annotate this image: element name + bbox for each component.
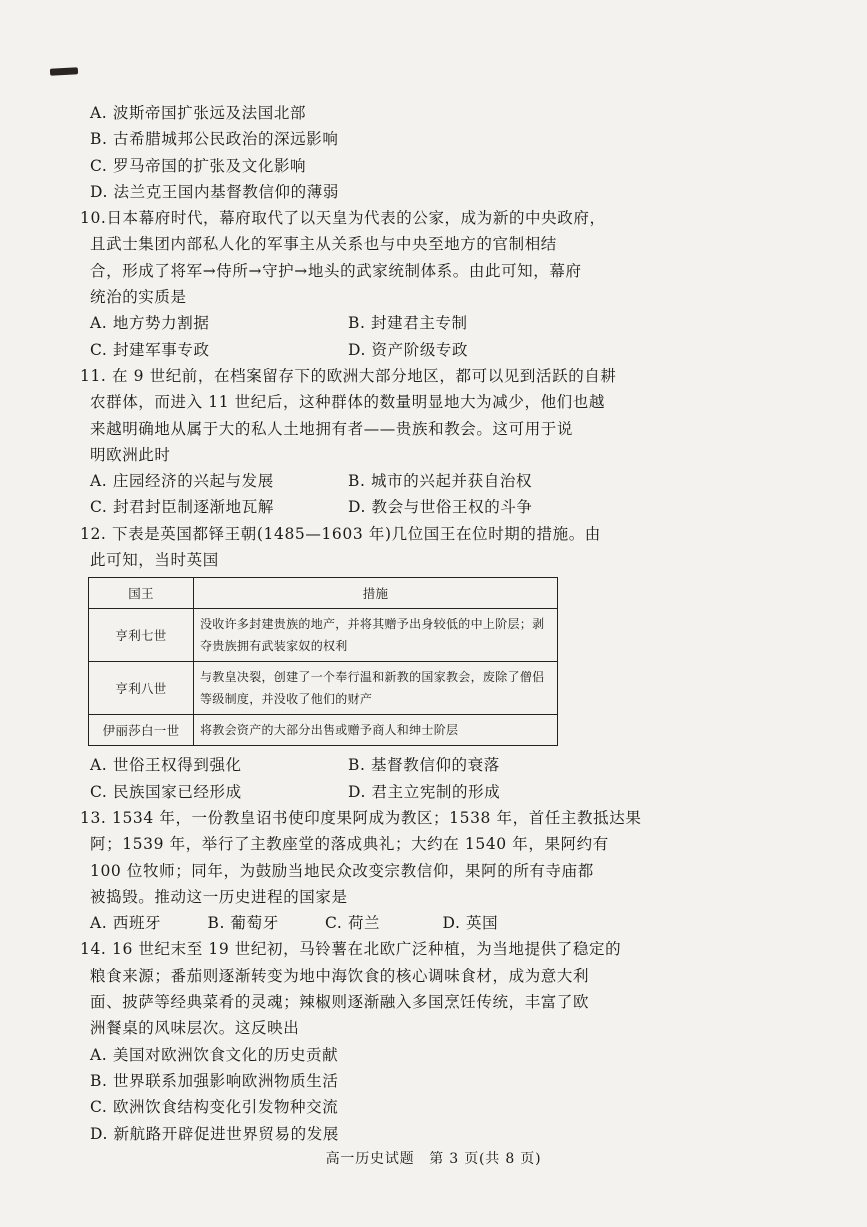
table-header-king: 国王: [89, 578, 194, 609]
measure-line: 没收许多封建贵族的地产，并将其赠予出身较低的中上阶层；剥: [200, 617, 545, 632]
table-cell-measure: [194, 715, 558, 746]
q12-option-a: A. 世俗王权得到强化: [90, 756, 242, 775]
q11-option-c: C. 封君封臣制逐渐地瓦解: [90, 498, 274, 517]
q11-stem-line: 农群体，而进入 11 世纪后，这种群体的数量明显地大为减少，他们也越: [90, 393, 605, 412]
q11-option-a: A. 庄园经济的兴起与发展: [90, 472, 274, 491]
question-content: [80, 100, 642, 1147]
q11-option-d: D. 教会与世俗王权的斗争: [348, 498, 533, 517]
q13-stem-line: 100 位牧师；同年，为鼓励当地民众改变宗教信仰，果阿的所有寺庙都: [90, 861, 594, 880]
q14-stem-line: 洲餐桌的风味层次。这反映出: [90, 1019, 300, 1038]
q11-stem-line: 11. 在 9 世纪前，在档案留存下的欧洲大部分地区，都可以见到活跃的自耕: [80, 366, 617, 385]
table-header-row: [89, 578, 558, 609]
q12-option-d: D. 君主立宪制的形成: [348, 782, 501, 801]
q14-option-b: B. 世界联系加强影响欧洲物质生活: [90, 1071, 339, 1090]
q14-option-c: C. 欧洲饮食结构变化引发物种交流: [90, 1098, 339, 1117]
q10-stem-line: 合，形成了将军→侍所→守护→地头的武家统制体系。由此可知，幕府: [90, 261, 582, 280]
scan-mark: [50, 67, 78, 75]
q9-option-a: A. 波斯帝国扩张远及法国北部: [90, 104, 307, 122]
q12-stem-line: 此可知，当时英国: [90, 551, 219, 570]
table-cell-king: 亨利八世: [89, 662, 194, 715]
measure-line: 等级制度，并没收了他们的财产: [200, 692, 373, 707]
measure-line: 与教皇决裂，创建了一个奉行温和新教的国家教会，废除了僧侣: [200, 670, 545, 685]
q11-stem-line: 来越明确地从属于大的私人土地拥有者——贵族和教会。这可用于说: [90, 419, 574, 438]
measure-line: 将教会资产的大部分出售或赠予商人和绅士阶层: [200, 723, 459, 738]
q11-options-row: [80, 468, 560, 494]
q14-option-d: D. 新航路开辟促进世界贸易的发展: [90, 1124, 339, 1143]
q10-options-row: [80, 310, 560, 336]
page-footer: 高一历史试题 第 3 页(共 8 页): [325, 1151, 542, 1167]
q14-option-a: A. 美国对欧洲饮食文化的历史贡献: [90, 1045, 339, 1064]
q10-option-c: C. 封建军事专政: [90, 340, 210, 359]
table-row: [89, 609, 558, 662]
q9-option-c: C. 罗马帝国的扩张及文化影响: [90, 156, 307, 175]
q10-stem-line: 统治的实质是: [90, 288, 187, 307]
measure-line: 夺贵族拥有武装家奴的权利: [200, 639, 348, 654]
q12-option-c: C. 民族国家已经形成: [90, 782, 242, 801]
q14-stem-line: 面、披萨等经典菜肴的灵魂；辣椒则逐渐融入多国烹饪传统，丰富了欧: [90, 993, 590, 1012]
q10-option-a: A. 地方势力割据: [90, 314, 210, 333]
q11-options-row: [80, 494, 560, 520]
q12-option-b: B. 基督教信仰的衰落: [348, 756, 500, 775]
q13-options-row: [80, 910, 560, 936]
table-cell-measure: [194, 662, 558, 715]
q13-option-a: A. 西班牙: [90, 914, 162, 933]
q13-stem-line: 阿；1539 年，举行了主教座堂的落成典礼；大约在 1540 年，果阿约有: [90, 835, 609, 854]
table-cell-king: 亨利七世: [89, 609, 194, 662]
table-header-measure: 措施: [194, 578, 558, 609]
table-cell-measure: [194, 609, 558, 662]
q12-stem-line: 12. 下表是英国都铎王朝(1485—1603 年)几位国王在位时期的措施。由: [80, 524, 601, 543]
q12-options-row: [80, 779, 560, 805]
q10-options-row: [80, 337, 560, 363]
table-row: [89, 662, 558, 715]
q14-stem-line: 14. 16 世纪末至 19 世纪初，马铃薯在北欧广泛种植，为当地提供了稳定的: [80, 940, 622, 959]
table-row: [89, 715, 558, 746]
table-cell-king: 伊丽莎白一世: [89, 715, 194, 746]
q10-option-d: D. 资产阶级专政: [348, 340, 469, 359]
q13-option-b: B. 葡萄牙: [207, 914, 279, 933]
q9-option-b: B. 古希腊城邦公民政治的深远影响: [90, 130, 339, 149]
q13-option-d: D. 英国: [442, 914, 499, 933]
q9-option-d: D. 法兰克王国内基督教信仰的薄弱: [90, 182, 339, 201]
q13-option-c: C. 荷兰: [325, 914, 381, 933]
tudor-measures-table: [88, 577, 558, 746]
q14-stem-line: 粮食来源；番茄则逐渐转变为地中海饮食的核心调味食材，成为意大利: [90, 966, 590, 985]
q13-stem-line: 13. 1534 年，一份教皇诏书使印度果阿成为教区；1538 年，首任主教抵达果: [80, 808, 642, 827]
q12-options-row: [80, 752, 560, 778]
q13-stem-line: 被捣毁。推动这一历史进程的国家是: [90, 887, 348, 906]
q10-option-b: B. 封建君主专制: [348, 314, 468, 333]
q10-stem-line: 10.日本幕府时代，幕府取代了以天皇为代表的公家，成为新的中央政府，: [80, 209, 606, 228]
q11-stem-line: 明欧洲此时: [90, 445, 171, 464]
q10-stem-line: 且武士集团内部私人化的军事主从关系也与中央至地方的官制相结: [90, 235, 557, 254]
q11-option-b: B. 城市的兴起并获自治权: [348, 472, 533, 491]
